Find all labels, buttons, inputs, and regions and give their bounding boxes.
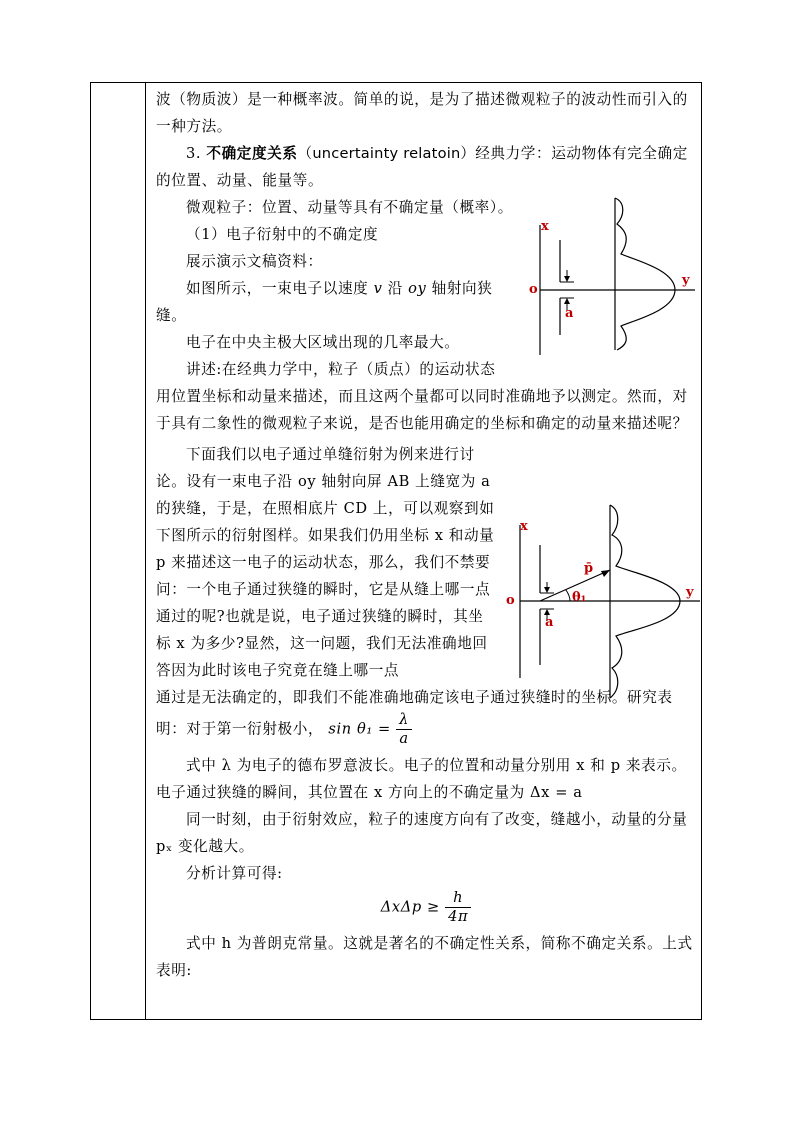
paragraph-single-slit: 下面我们以电子通过单缝衍射为例来进行讨论。设有一束电子沿 oy 轴射向屏 AB 上缝宽为 a 的狭缝，于是，在照相底片 CD 上，可以观察到如下图所示的衍射图样。如果我们仍用坐标 x 和动量 p 来描述这一电子的运动状态，那么，我们不禁要问：一个电子通过狭缝的瞬时，它是从缝上哪一点通过的呢?也就是说，电子通过狭缝的瞬时，其坐标 x 为多少?显然，这一问题，我们无法准确地回答因为此时该电子究竟在缝上哪一点 <box>156 446 495 679</box>
paragraph-planck: 式中 h 为普朗克常量。这就是著名的不确定性关系，简称不确定关系。上式表明: <box>156 935 693 979</box>
paragraph-analysis: 分析计算可得: <box>186 865 283 882</box>
slit-width-label: a <box>565 306 574 321</box>
x-axis-label: x <box>520 519 528 534</box>
equation-uncertainty: ΔxΔp ≥ $\frac{h}{4\pi}$ <box>156 889 696 926</box>
section-english: （uncertainty relatoin） <box>297 145 476 162</box>
theta-label: θ₁ <box>572 590 587 605</box>
paragraph-research: 通过是无法确定的，即我们不能准确地确定该电子通过狭缝时的坐标。研究表明：对于第一衍射极小， sin θ₁ = $\frac{\lambda}{a}$ <box>156 689 673 747</box>
paragraph-probability-wave: 波（物质波）是一种概率波。简单的说，是为了描述微观粒子的波动性而引入的一种方法。 <box>156 91 688 135</box>
table-column-divider <box>145 82 146 1020</box>
paragraph-diffraction-effect: 同一时刻，由于衍射效应，粒子的速度方向有了改变，缝越小，动量的分量 pₓ 变化越大。 <box>156 811 688 855</box>
y-axis-label: y <box>682 273 690 288</box>
paragraph-max-probability: 电子在中央主极大区域出现的几率最大。 <box>186 334 460 351</box>
single-slit-diagram-2 <box>500 500 710 700</box>
paragraph-show-slides: 展示演示文稿资料： <box>186 253 323 270</box>
paragraph-beam: 如图所示，一束电子以速度 v 沿 oy 轴射向狭缝。 <box>156 280 493 324</box>
x-axis-label: x <box>541 219 549 234</box>
y-axis-label: y <box>686 585 694 600</box>
origin-label: o <box>529 282 538 297</box>
slit-width-label: a <box>545 615 554 630</box>
origin-label: o <box>506 593 515 608</box>
single-slit-diagram-1 <box>525 190 705 360</box>
momentum-label: p̄ <box>584 561 594 576</box>
section-rest: 经典力学：运动物体有完全确定的位置、动量、能量等。 <box>156 145 688 189</box>
equation-sin-lhs: sin θ₁ = <box>328 720 391 738</box>
equation-sin-fraction: $\frac{\lambda}{a}$ <box>396 711 412 748</box>
paragraph-subheading: （1）电子衍射中的不确定度 <box>186 226 379 243</box>
paragraph-micro-particle: 微观粒子：位置、动量等具有不确定量（概率）。 <box>186 199 513 216</box>
section-number: 3. <box>186 145 202 162</box>
paragraph-debroglie: 式中 λ 为电子的德布罗意波长。电子的位置和动量分别用 x 和 p 来表示。电子通过狭缝的瞬间，其位置在 x 方向上的不确定量为 Δx = a <box>156 757 687 801</box>
paragraph-section-3 <box>156 140 696 194</box>
paragraph-narration-start: 讲述:在经典力学中，粒子（质点）的运动状态 <box>186 361 496 378</box>
section-title: 不确定度关系 <box>206 145 298 162</box>
paragraph-narration-rest: 用位置坐标和动量来描述，而且这两个量都可以同时准确地予以测定。然而，对于具有二象性的微观粒子来说，是否也能用确定的坐标和确定的动量来描述呢？ <box>156 388 688 432</box>
